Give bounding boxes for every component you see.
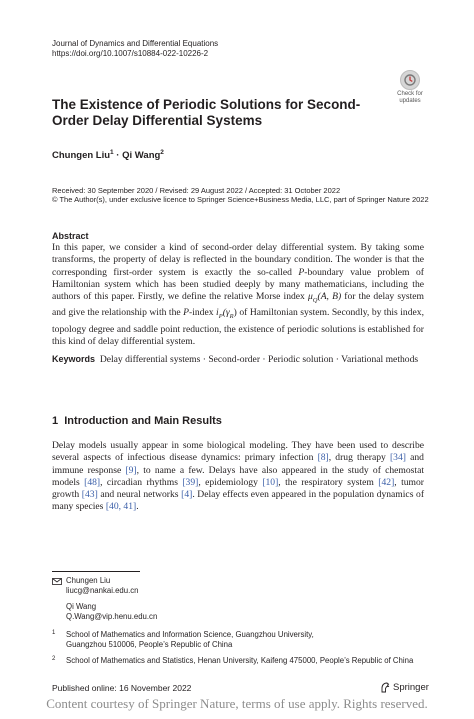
citation-link[interactable]: [10] <box>262 476 279 488</box>
envelope-icon <box>52 578 62 585</box>
citation-link[interactable]: [8] <box>317 452 329 464</box>
second-author-contact <box>66 602 157 622</box>
copyright-notice: © The Author(s), under exclusive licence to Springer Science+Business Media, LLC, part of Springer Nature 2022 <box>52 195 429 204</box>
badge-line1: Check for <box>397 91 423 97</box>
doi-link[interactable]: https://doi.org/10.1007/s10884-022-10226-2 <box>52 49 209 58</box>
published-date: Published online: 16 November 2022 <box>52 683 192 693</box>
springer-horse-icon <box>380 682 390 693</box>
affiliation-line: School of Mathematics and Information Science, Guangzhou University, <box>66 630 314 639</box>
citation-link[interactable]: [48] <box>84 476 101 488</box>
footnote-divider <box>52 571 140 572</box>
citation-link[interactable]: [40, 41] <box>105 501 137 513</box>
contact-name-1: Chungen Liu <box>66 576 111 585</box>
intro-paragraph: Delay models usually appear in some biological modeling. They have been used to describe several aspects of infectious disease dynamics: primary infection [8], drug therapy [34] and immune response [9], to name a few. Delays have also appeared in the study of chemostat models [48], circadian rhythms [39], epidemiology [10], the respiratory system [42], tumor growth [43] and neural networks [4]. Delay effects even appeared in the population dynamics of many species [40, 41]. <box>52 440 425 513</box>
citation-link[interactable]: [34] <box>389 452 406 464</box>
keywords-text: Delay differential systems · Second-order · Periodic solution · Variational methods <box>99 354 419 365</box>
badge-line2: updates <box>399 98 421 104</box>
author-list <box>52 149 164 161</box>
journal-name: Journal of Dynamics and Differential Equations <box>52 39 219 48</box>
affiliation-line: School of Mathematics and Statistics, Henan University, Kaifeng 475000, People’s Republic of China <box>66 656 414 665</box>
section-heading: 1 Introduction and Main Results <box>52 415 222 427</box>
contact-email-2[interactable]: Q.Wang@vip.henu.edu.cn <box>66 612 158 621</box>
paper-title: The Existence of Periodic Solutions for Second-Order Delay Differential Systems <box>52 97 361 128</box>
citation-link[interactable]: [39] <box>182 476 199 488</box>
author-separator: · <box>113 150 123 162</box>
affiliation-line: Guangzhou 510006, People’s Republic of China <box>66 640 233 649</box>
citation-link[interactable]: [42] <box>378 476 395 488</box>
publisher-logo <box>380 682 429 693</box>
keywords-label: Keywords <box>52 354 96 364</box>
contact-name-2: Qi Wang <box>66 602 97 611</box>
contact-email-1[interactable]: liucg@nankai.edu.cn <box>66 586 139 595</box>
author-1-affiliation: 1 <box>110 149 114 156</box>
courtesy-watermark: Content courtesy of Springer Nature, terms of use apply. Rights reserved. <box>46 696 428 711</box>
abstract-body: In this paper, we consider a kind of second-order delay differential system. By taking some transforms, the property of delay is reflected in the boundary condition. The wonder is that the corresponding first-order system is exactly the so-called P-boundary value problem of Hamiltonian system which has been studied deeply by many mathematicians, including the authors of this paper. Firstly, we define the relative Morse index $\mu_Q(A$, B) for the delay system and give the relationship with the P-index $i_P(\gamma_R)$ of Hamiltonian system. Secondly, by this index, topology degree and saddle point reduction, the existence of periodic solutions is established for this kind of delay differential system. <box>52 242 424 347</box>
affiliation-number: 1 <box>52 630 56 636</box>
author-2-affiliation: 2 <box>160 149 164 156</box>
abstract-heading: Abstract <box>52 231 89 241</box>
citation-link[interactable]: [43] <box>81 489 98 501</box>
check-for-updates-badge[interactable] <box>393 70 427 102</box>
submission-dates: Received: 30 September 2020 / Revised: 29 August 2022 / Accepted: 31 October 2022 <box>52 186 341 195</box>
keywords <box>52 353 424 366</box>
author-1[interactable]: Chungen Liu <box>52 150 111 162</box>
check-for-updates-icon <box>400 70 420 90</box>
author-2[interactable]: Qi Wang <box>122 150 161 162</box>
citation-link[interactable]: [9] <box>125 464 137 476</box>
affiliation-number: 2 <box>52 656 56 662</box>
publisher-name: Springer <box>393 682 429 693</box>
citation-link[interactable]: [4] <box>181 489 193 501</box>
